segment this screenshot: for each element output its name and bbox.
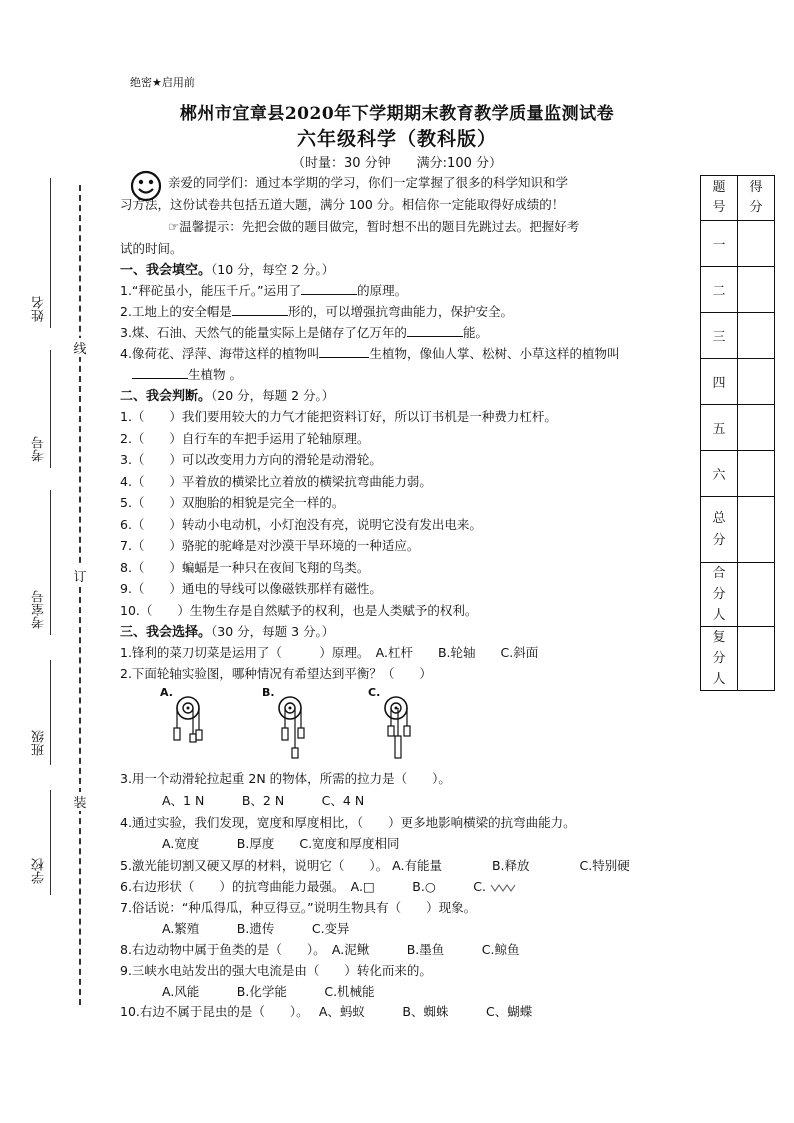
- fill-q4-text-end: 生植物 。: [188, 367, 242, 382]
- choice-question-7[interactable]: 7.俗话说：“种瓜得瓜，种豆得豆。”说明生物具有（ ）现象。: [120, 900, 477, 915]
- section-2-title: 二、我会判断。: [120, 389, 212, 404]
- intro-line-4: 试的时间。: [120, 241, 183, 256]
- score-row-label: 复分人: [701, 627, 738, 691]
- room-number-line: [50, 490, 51, 635]
- judge-item[interactable]: 10.（ ）生物生存是自然赋予的权利，也是人类赋予的权利。: [120, 603, 478, 618]
- section-1-heading: [120, 259, 690, 281]
- figure-b-label: B.: [262, 686, 275, 699]
- score-cell[interactable]: [738, 267, 775, 313]
- name-field[interactable]: [28, 178, 52, 328]
- score-row-label: 六: [701, 451, 738, 497]
- fill-question-3: [120, 322, 690, 343]
- judge-item[interactable]: 3.（ ）可以改变用力方向的滑轮是动滑轮。: [120, 452, 382, 467]
- choice-question-3-options[interactable]: A、1 N B、2 N C、4 N: [162, 793, 365, 808]
- binding-mark-staple: 订: [71, 566, 89, 585]
- section-3-note: （30 分，每题 3 分。）: [211, 624, 335, 639]
- fill-q2-blank[interactable]: [232, 301, 288, 316]
- judge-item[interactable]: 7.（ ）骆驼的驼峰是对沙漠干旱环境的一种适应。: [120, 538, 420, 553]
- choice-question-2[interactable]: 2.下面轮轴实验图，哪种情况有希望达到平衡？（ ）: [120, 666, 432, 681]
- fill-question-1: [120, 280, 690, 301]
- class-line: [50, 660, 51, 765]
- choice-question-9[interactable]: 9.三峡水电站发出的强大电流是由（ ）转化而来的。: [120, 963, 432, 978]
- intro-line-2: 习方法，这份试卷共包括五道大题，满分 100 分。相信你一定能取得好成绩的！: [120, 197, 565, 212]
- score-cell[interactable]: [738, 497, 775, 563]
- fill-q3-text-end: 能。: [462, 325, 488, 340]
- score-row-label: 三: [701, 313, 738, 359]
- wheel-axle-c-icon: [368, 686, 424, 760]
- exam-number-field[interactable]: [28, 350, 52, 468]
- school-field[interactable]: [28, 790, 52, 895]
- choice-question-10[interactable]: 10.右边不属于昆虫的是（ ）。 A、蚂蚁 B、蜘蛛 C、蝴蝶: [120, 1004, 533, 1019]
- score-row-label: 总分: [701, 497, 738, 563]
- choice-question-4[interactable]: 4.通过实验，我们发现，宽度和厚度相比，（ ）更多地影响横梁的抗弯曲能力。: [120, 815, 576, 830]
- fill-q4-text: 4.像荷花、浮萍、海带这样的植物叫: [120, 346, 320, 361]
- class-label: 班级: [32, 730, 47, 756]
- score-row-label: 一: [701, 221, 738, 267]
- fill-q2-text-end: 形的，可以增强抗弯曲能力，保护安全。: [287, 304, 513, 319]
- choice-question-9-options[interactable]: A.风能 B.化学能 C.机械能: [162, 984, 375, 999]
- choice-q6-text: 6.右边形状（ ）的抗弯曲能力最强。 A.□ B.○ C.: [120, 879, 486, 894]
- fill-question-4: [120, 343, 690, 364]
- wheel-axle-figure-b[interactable]: [262, 686, 318, 760]
- intro-line-3: ☞温馨提示：先把会做的题目做完，暂时想不出的题目先跳过去。把握好考: [168, 219, 580, 234]
- score-cell[interactable]: [738, 221, 775, 267]
- intro-line-1: 亲爱的同学们：通过本学期的学习，你们一定掌握了很多的科学知识和学: [168, 175, 569, 190]
- fill-q1-blank[interactable]: [301, 280, 357, 295]
- name-line: [50, 178, 51, 328]
- section-2-heading: [120, 385, 690, 407]
- fill-question-2: [120, 301, 690, 322]
- fill-q3-text: 3.煤、石油、天然气的能量实际上是储存了亿万年的: [120, 325, 407, 340]
- wheel-axle-a-icon: [160, 686, 216, 760]
- binding-mark-line: 线: [71, 338, 89, 357]
- judge-item[interactable]: 5.（ ）双胞胎的相貌是完全一样的。: [120, 495, 345, 510]
- figure-a-label: A.: [160, 686, 173, 699]
- fill-q1-text: 1.“秤砣虽小，能压千斤。”运用了: [120, 283, 302, 298]
- judge-item[interactable]: 8.（ ）蝙蝠是一种只在夜间飞翔的鸟类。: [120, 560, 370, 575]
- school-line: [50, 790, 51, 895]
- fill-q1-text-end: 的原理。: [357, 283, 408, 298]
- score-row-label: 合分人: [701, 563, 738, 627]
- wheel-axle-figure-c[interactable]: [368, 686, 424, 760]
- choice-question-5[interactable]: 5.激光能切割又硬又厚的材料，说明它（ ）。 A.有能量 B.释放 C.特别硬: [120, 858, 630, 873]
- class-field[interactable]: [28, 660, 52, 765]
- choice-question-7-options[interactable]: A.繁殖 B.遗传 C.变异: [162, 921, 350, 936]
- binding-mark-bind: 装: [71, 792, 89, 811]
- fill-q2-text: 2.工地上的安全帽是: [120, 304, 232, 319]
- choice-question-1[interactable]: 1.锋利的菜刀切菜是运用了（ ）原理。 A.杠杆 B.轮轴 C.斜面: [120, 645, 539, 660]
- score-row-label: 四: [701, 359, 738, 405]
- wheel-axle-figure-a[interactable]: [160, 686, 216, 760]
- score-cell[interactable]: [738, 359, 775, 405]
- score-table: [700, 175, 775, 691]
- section-1-note: （10 分，每空 2 分。）: [211, 262, 335, 277]
- section-1-title: 一、我会填空。: [120, 263, 212, 278]
- score-cell[interactable]: [738, 563, 775, 627]
- room-number-field[interactable]: [28, 490, 52, 635]
- fill-q4-blank-1[interactable]: [319, 343, 369, 358]
- confidential-mark: 绝密★启用前: [130, 76, 195, 89]
- fill-q4-text-mid: 生植物，像仙人掌、松树、小草这样的植物叫: [369, 346, 620, 361]
- name-label: 姓名: [32, 296, 47, 322]
- judge-item[interactable]: 4.（ ）平着放的横梁比立着放的横梁抗弯曲能力弱。: [120, 474, 432, 489]
- choice-question-3[interactable]: 3.用一个动滑轮拉起重 2N 的物体，所需的拉力是（ ）。: [120, 771, 451, 786]
- choice-question-4-options[interactable]: A.宽度 B.厚度 C.宽度和厚度相同: [162, 836, 400, 851]
- wheel-axle-b-icon: [262, 686, 318, 760]
- fill-question-4-cont: [132, 364, 702, 385]
- judge-item[interactable]: 2.（ ）自行车的车把手运用了轮轴原理。: [120, 431, 370, 446]
- fill-q4-blank-2[interactable]: [132, 364, 188, 379]
- fill-q3-blank[interactable]: [407, 322, 463, 337]
- section-3-title: 三、我会选择。: [120, 625, 212, 640]
- exam-title: 郴州市宜章县2020年下学期期末教育教学质量监测试卷: [179, 104, 615, 124]
- score-header-number: 题号: [701, 176, 738, 221]
- score-cell[interactable]: [738, 405, 775, 451]
- school-label: 学校: [32, 858, 47, 884]
- score-cell[interactable]: [738, 451, 775, 497]
- score-cell[interactable]: [738, 313, 775, 359]
- section-3-heading: [120, 621, 690, 643]
- judge-item[interactable]: 1.（ ）我们要用较大的力气才能把资料订好，所以订书机是一种费力杠杆。: [120, 409, 557, 424]
- figure-c-label: C.: [368, 686, 381, 699]
- zigzag-shape-icon: [490, 883, 518, 893]
- exam-number-label: 考号: [32, 436, 47, 462]
- choice-question-8[interactable]: 8.右边动物中属于鱼类的是（ ）。 A.泥鳅 B.墨鱼 C.鲸鱼: [120, 942, 520, 957]
- judge-item[interactable]: 6.（ ）转动小电动机，小灯泡没有亮，说明它没有发出电来。: [120, 517, 482, 532]
- judge-item[interactable]: 9.（ ）通电的导线可以像磁铁那样有磁性。: [120, 581, 382, 596]
- subject-title: 六年级科学（教科版）: [296, 128, 497, 150]
- room-number-label: 考室号: [32, 590, 47, 629]
- score-row-label: 五: [701, 405, 738, 451]
- score-cell[interactable]: [738, 627, 775, 691]
- score-row-label: 二: [701, 267, 738, 313]
- exam-number-line: [50, 350, 51, 468]
- binding-line: [79, 185, 81, 1005]
- exam-meta: （时量：30 分钟 满分:100 分）: [292, 156, 502, 171]
- choice-question-6[interactable]: [120, 876, 690, 897]
- score-header-score: 得分: [738, 176, 775, 221]
- section-2-note: （20 分，每题 2 分。）: [211, 388, 335, 403]
